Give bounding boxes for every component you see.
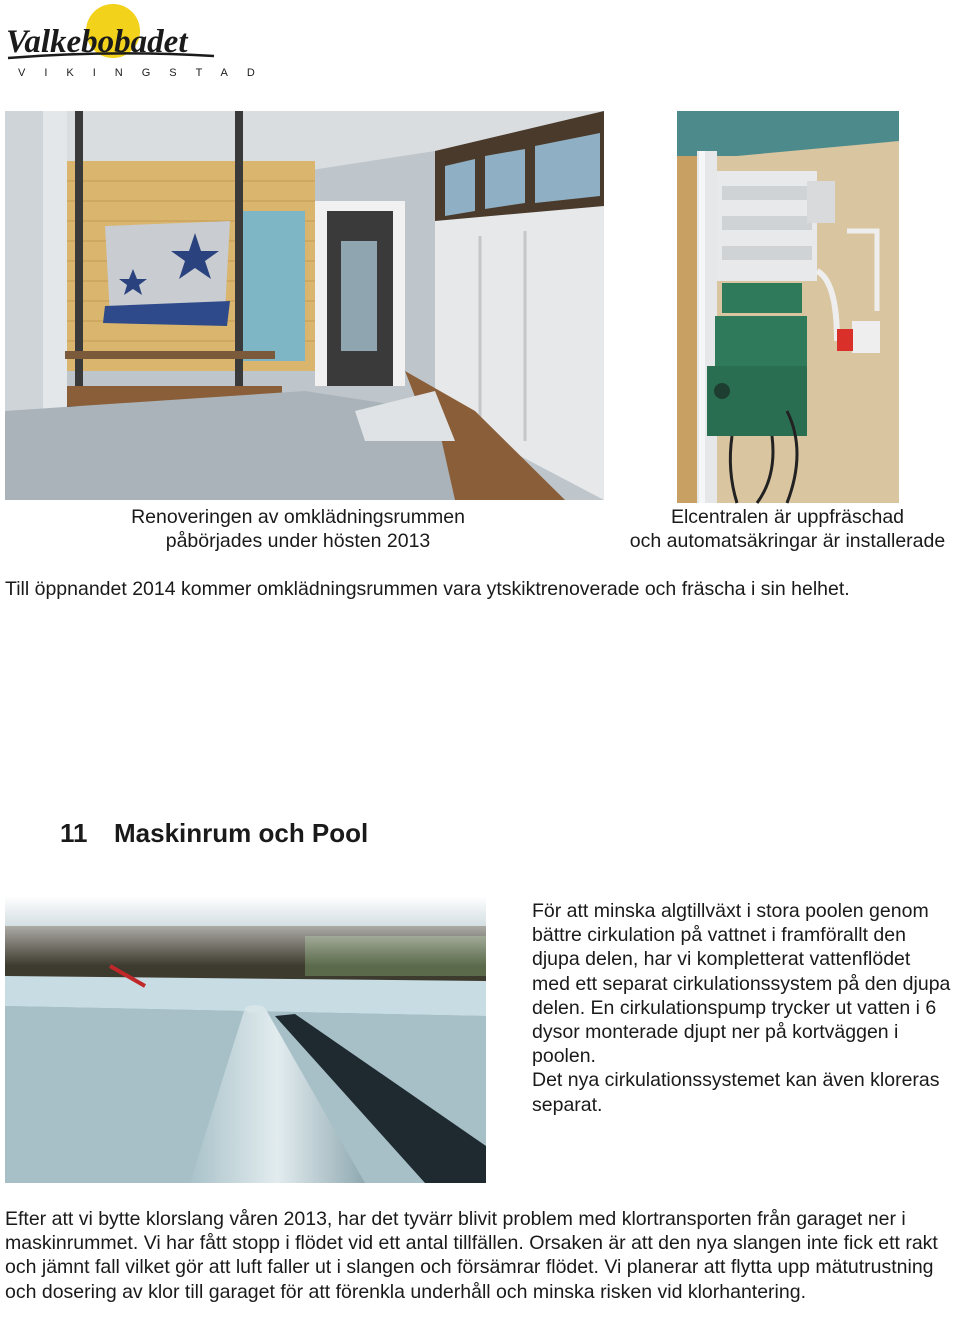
logo-place: VIKINGSTAD: [18, 67, 274, 79]
caption-locker-line-2: påbörjades under hösten 2013: [165, 530, 431, 552]
chlorine-paragraph: Efter att vi bytte klorslang våren 2013, har det tyvärr blivit problem med klortransporten från garaget ner i maskinrummet. Vi har fått stopp i flödet vid ett antal tillfällen. Orsaken är att den nya slangen inte fick ett rakt och jämnt fall vilket gör att luft faller ut i slangen och försämrar flödet. Vi planerar att flytta upp mätutrustning och dosering av klor till garaget för att förenkla underhåll och minska risken vid klorhantering.: [5, 1208, 938, 1303]
pool-description: [532, 899, 952, 1117]
photo-locker-room-renovation: [5, 111, 604, 500]
pool-paragraph-1: För att minska algtillväxt i stora poolen genom bättre cirkulation på vattnet i framförallt den djupa delen, har vi kompletterat vattenflödet med ett separat cirkulationssystem på den djupa delen. En cirkulationspump trycker ut vatten i 6 dysor monterade djupt ner på kortväggen i poolen.: [532, 900, 951, 1068]
caption-electric-line-1: Elcentralen är uppfräschad: [670, 506, 905, 528]
logo: [0, 0, 274, 90]
caption-locker-room: [78, 505, 518, 553]
section-number: 11: [60, 818, 88, 848]
intro-paragraph: Till öppnandet 2014 kommer omklädningsrummen vara ytskiktrenoverade och fräscha i sin helhet.: [5, 578, 850, 600]
photo-pool: [5, 896, 486, 1183]
section-heading: [60, 818, 368, 849]
logo-name: Valkebobadet: [6, 24, 188, 60]
caption-electric-line-2: och automatsäkringar är installerade: [629, 530, 946, 552]
caption-electrical: [605, 505, 970, 553]
section-title: Maskinrum och Pool: [114, 818, 369, 848]
photo-electrical-panel: [677, 111, 899, 503]
caption-locker-line-1: Renoveringen av omklädningsrummen: [131, 506, 465, 528]
pool-paragraph-2: Det nya cirkulationssystemet kan även kloreras separat.: [532, 1069, 940, 1116]
